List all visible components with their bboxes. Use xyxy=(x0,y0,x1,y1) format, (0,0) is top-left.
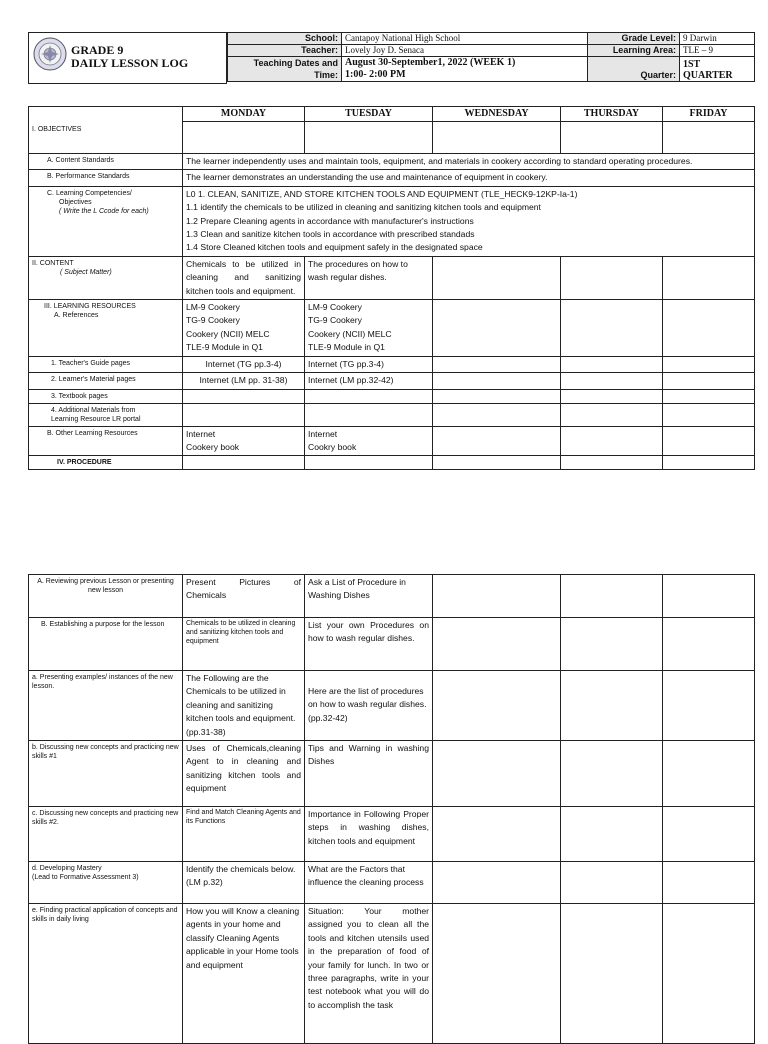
competencies-label-line-1: C. Learning Competencies/ xyxy=(47,189,132,197)
concepts-2-label: c. Discussing new concepts and practicing new skills #2. xyxy=(29,807,183,862)
mastery-mon-text: Identify the chemicals below. xyxy=(186,864,296,875)
performance-standards-label: B. Performance Standards xyxy=(29,170,183,186)
teachers-guide-tue: Internet (TG pp.3-4) xyxy=(305,356,433,372)
mastery-wed xyxy=(433,862,561,904)
mastery-mon xyxy=(183,862,305,904)
concepts-1-tue: Tips and Warning in washing Dishes xyxy=(305,741,433,807)
resources-label-line-2: A. References xyxy=(54,312,99,320)
content-label-line-1: II. CONTENT xyxy=(32,259,74,267)
procedure-tue xyxy=(305,456,433,470)
purpose-thu xyxy=(561,618,663,671)
references-mon xyxy=(183,300,305,357)
procedure-table xyxy=(28,574,755,1044)
review-lesson-tue: Ask a List of Procedure in Washing Dishes xyxy=(305,575,433,618)
presenting-examples-fri xyxy=(663,671,755,741)
procedure-mon xyxy=(183,456,305,470)
objectives-thu xyxy=(561,122,663,154)
purpose-wed xyxy=(433,618,561,671)
other-resources-label: B. Other Learning Resources xyxy=(29,426,183,456)
concepts-2-mon: Find and Match Cleaning Agents and its Functions xyxy=(183,807,305,862)
textbook-wed xyxy=(433,389,561,403)
resources-label xyxy=(29,300,183,357)
learners-material-fri xyxy=(663,373,755,389)
day-header-monday: MONDAY xyxy=(183,107,305,122)
grade-level-value: 9 Darwin xyxy=(680,33,755,45)
content-standards-text: The learner independently uses and maintain tools, equipment, and materials in cookery according to standard operating procedures. xyxy=(183,154,755,170)
dates-value-line-1: August 30-September1, 2022 (WEEK 1) xyxy=(345,57,516,68)
other-resource-item: Internet xyxy=(308,428,338,439)
purpose-fri xyxy=(663,618,755,671)
textbook-fri xyxy=(663,389,755,403)
learners-material-label: 2. Learner's Material pages xyxy=(29,373,183,389)
objectives-table xyxy=(28,106,755,470)
teacher-value: Lovely Joy D. Senaca xyxy=(342,45,588,57)
teachers-guide-label: 1. Teacher's Guide pages xyxy=(29,356,183,372)
application-label: e. Finding practical application of concepts and skills in daily living xyxy=(29,904,183,1044)
presenting-examples-tue xyxy=(305,671,433,741)
presenting-examples-thu xyxy=(561,671,663,741)
teachers-guide-fri xyxy=(663,356,755,372)
competency-line: 1.3 Clean and sanitize kitchen tools in accordance with prescribed standads xyxy=(186,229,475,240)
reference-item: Cookery (NCII) MELC xyxy=(308,328,392,339)
reference-item: Cookery (NCII) MELC xyxy=(186,328,270,339)
reference-item: TLE-9 Module in Q1 xyxy=(186,342,263,353)
content-label xyxy=(29,256,183,299)
concepts-2-thu xyxy=(561,807,663,862)
other-resource-item: Cookry book xyxy=(308,441,357,452)
mastery-fri xyxy=(663,862,755,904)
content-thu xyxy=(561,256,663,299)
objectives-mon xyxy=(183,122,305,154)
content-standards-label: A. Content Standards xyxy=(29,154,183,170)
purpose-label: B. Establishing a purpose for the lesson xyxy=(29,618,183,671)
procedure-fri xyxy=(663,456,755,470)
mastery-label-line-2: (Lead to Formative Assessment 3) xyxy=(32,874,139,882)
review-lesson-mon: Present Pictures of Chemicals xyxy=(183,575,305,618)
concepts-1-mon: Uses of Chemicals,cleaning Agent to in cleaning and sanitizing kitchen tools and equipment xyxy=(183,741,305,807)
other-resources-tue xyxy=(305,426,433,456)
day-header-tuesday: TUESDAY xyxy=(305,107,433,122)
objectives-tue xyxy=(305,122,433,154)
quarter-label: Quarter: xyxy=(588,57,680,82)
dates-value xyxy=(342,57,588,82)
other-resources-wed xyxy=(433,426,561,456)
day-header-friday: FRIDAY xyxy=(663,107,755,122)
competency-line: 1.4 Store Cleaned kitchen tools and equipment safely in the designated space xyxy=(186,242,483,253)
competencies-label-line-2: Objectives xyxy=(59,198,92,206)
references-fri xyxy=(663,300,755,357)
mastery-thu xyxy=(561,862,663,904)
review-lesson-wed xyxy=(433,575,561,618)
procedure-thu xyxy=(561,456,663,470)
learners-material-mon: Internet (LM pp. 31-38) xyxy=(183,373,305,389)
teachers-guide-mon: Internet (TG pp.3-4) xyxy=(183,356,305,372)
log-title: DAILY LESSON LOG xyxy=(71,56,189,70)
review-lesson-fri xyxy=(663,575,755,618)
additional-fri xyxy=(663,403,755,426)
objectives-wed xyxy=(433,122,561,154)
learners-material-thu xyxy=(561,373,663,389)
objectives-label: I. OBJECTIVES xyxy=(29,107,183,154)
teachers-guide-wed xyxy=(433,356,561,372)
content-wed xyxy=(433,256,561,299)
additional-mon xyxy=(183,403,305,426)
presenting-examples-wed xyxy=(433,671,561,741)
concepts-1-label: b. Discussing new concepts and practicing new skills #1 xyxy=(29,741,183,807)
application-fri xyxy=(663,904,755,1044)
resources-label-line-1: III. LEARNING RESOURCES xyxy=(44,303,136,311)
mastery-label-line-1: d. Developing Mastery xyxy=(32,865,102,873)
concepts-2-tue: Importance in Following Proper steps in washing dishes, kitchen tools and equipment xyxy=(305,807,433,862)
day-header-thursday: THURSDAY xyxy=(561,107,663,122)
competency-line: L0 1. CLEAN, SANITIZE, AND STORE KITCHEN TOOLS AND EQUIPMENT (TLE_HECK9-12KP-Ia-1) xyxy=(186,188,578,199)
logo-box xyxy=(28,32,227,84)
additional-label-line-1: 4. Additional Materials from xyxy=(51,406,136,414)
reference-item: TG-9 Cookery xyxy=(186,315,240,326)
references-thu xyxy=(561,300,663,357)
mastery-label xyxy=(29,862,183,904)
reference-item: LM-9 Cookery xyxy=(308,302,362,313)
teacher-label: Teacher: xyxy=(228,45,342,57)
dates-label-line-2: Time: xyxy=(314,70,338,80)
concepts-1-wed xyxy=(433,741,561,807)
content-label-line-2: ( Subject Matter) xyxy=(60,268,112,276)
grade-title: GRADE 9 xyxy=(71,43,124,57)
additional-tue xyxy=(305,403,433,426)
application-mon: How you will Know a cleaning agents in your home and classify Cleaning Agents applicable in your Home tools and equipment xyxy=(183,904,305,1044)
dates-value-line-2: 1:00- 2:00 PM xyxy=(345,69,406,80)
procedure-label: IV. PROCEDURE xyxy=(29,456,183,470)
procedure-wed xyxy=(433,456,561,470)
additional-thu xyxy=(561,403,663,426)
lesson-log-header xyxy=(28,32,754,84)
deped-seal-icon xyxy=(33,37,67,71)
application-tue: Situation: Your mother assigned you to clean all the tools and kitchen utensils used in the preparation of food of your family for lunch. In two or three paragraphs, write in your test notebook what you will do to accomplish the task xyxy=(305,904,433,1044)
references-wed xyxy=(433,300,561,357)
purpose-tue: List your own Procedures on how to wash regular dishes. xyxy=(305,618,433,671)
textbook-label: 3. Textbook pages xyxy=(29,389,183,403)
day-header-wednesday: WEDNESDAY xyxy=(433,107,561,122)
content-fri xyxy=(663,256,755,299)
learners-material-tue: Internet (LM pp.32-42) xyxy=(305,373,433,389)
document-title xyxy=(71,44,188,70)
mastery-mon-pages: (LM p.32) xyxy=(186,877,223,888)
learning-area-value: TLE – 9 xyxy=(680,45,755,57)
review-lesson-thu xyxy=(561,575,663,618)
concepts-1-fri xyxy=(663,741,755,807)
application-thu xyxy=(561,904,663,1044)
references-tue xyxy=(305,300,433,357)
teachers-guide-thu xyxy=(561,356,663,372)
other-resources-thu xyxy=(561,426,663,456)
reference-item: TLE-9 Module in Q1 xyxy=(308,342,385,353)
mastery-tue: What are the Factors that influence the cleaning process xyxy=(305,862,433,904)
presenting-examples-tue-pages: (pp.32-42) xyxy=(308,712,348,723)
other-resource-item: Cookery book xyxy=(186,441,240,452)
competencies-label-line-3: ( Write the L Ccode for each) xyxy=(59,207,149,215)
concepts-1-thu xyxy=(561,741,663,807)
performance-standards-text: The learner demonstrates an understanding the use and maintenance of equipment in cookery. xyxy=(183,170,755,186)
content-tue: The procedures on how to wash regular dishes. xyxy=(305,256,433,299)
header-info-table xyxy=(227,32,755,82)
reference-item: TG-9 Cookery xyxy=(308,315,362,326)
other-resource-item: Internet xyxy=(186,428,216,439)
concepts-2-wed xyxy=(433,807,561,862)
additional-label-line-2: Learning Resource LR portal xyxy=(51,415,141,423)
quarter-value: 1ST QUARTER xyxy=(680,57,755,82)
objectives-fri xyxy=(663,122,755,154)
textbook-mon xyxy=(183,389,305,403)
content-mon: Chemicals to be utilized in cleaning and sanitizing kitchen tools and equipment. xyxy=(183,256,305,299)
presenting-examples-mon: The Following are the Chemicals to be utilized in cleaning and sanitizing kitchen tools and equipment. (pp.31-38) xyxy=(183,671,305,741)
presenting-examples-tue-text: Here are the list of procedures on how to wash regular dishes. xyxy=(308,686,427,710)
competency-line: 1.1 identify the chemicals to be utilized in cleaning and sanitizing kitchen tools and equipment xyxy=(186,202,541,213)
learners-material-wed xyxy=(433,373,561,389)
textbook-tue xyxy=(305,389,433,403)
dates-label-line-1: Teaching Dates and xyxy=(253,58,338,68)
presenting-examples-label: a. Presenting examples/ instances of the new lesson. xyxy=(29,671,183,741)
other-resources-fri xyxy=(663,426,755,456)
purpose-mon: Chemicals to be utilized in cleaning and sanitizing kitchen tools and equipment xyxy=(183,618,305,671)
grade-level-label: Grade Level: xyxy=(588,33,680,45)
textbook-thu xyxy=(561,389,663,403)
competencies-text xyxy=(183,186,755,256)
school-value: Cantapoy National High School xyxy=(342,33,588,45)
application-wed xyxy=(433,904,561,1044)
concepts-2-fri xyxy=(663,807,755,862)
other-resources-mon xyxy=(183,426,305,456)
additional-wed xyxy=(433,403,561,426)
dates-label xyxy=(228,57,342,82)
reference-item: LM-9 Cookery xyxy=(186,302,240,313)
competency-line: 1.2 Prepare Cleaning agents in accordance with manufacturer's instructions xyxy=(186,215,474,226)
school-label: School: xyxy=(228,33,342,45)
learning-area-label: Learning Area: xyxy=(588,45,680,57)
review-lesson-label: A. Reviewing previous Lesson or presenting new lesson xyxy=(29,575,183,618)
additional-materials-label xyxy=(29,403,183,426)
competencies-label xyxy=(29,186,183,256)
